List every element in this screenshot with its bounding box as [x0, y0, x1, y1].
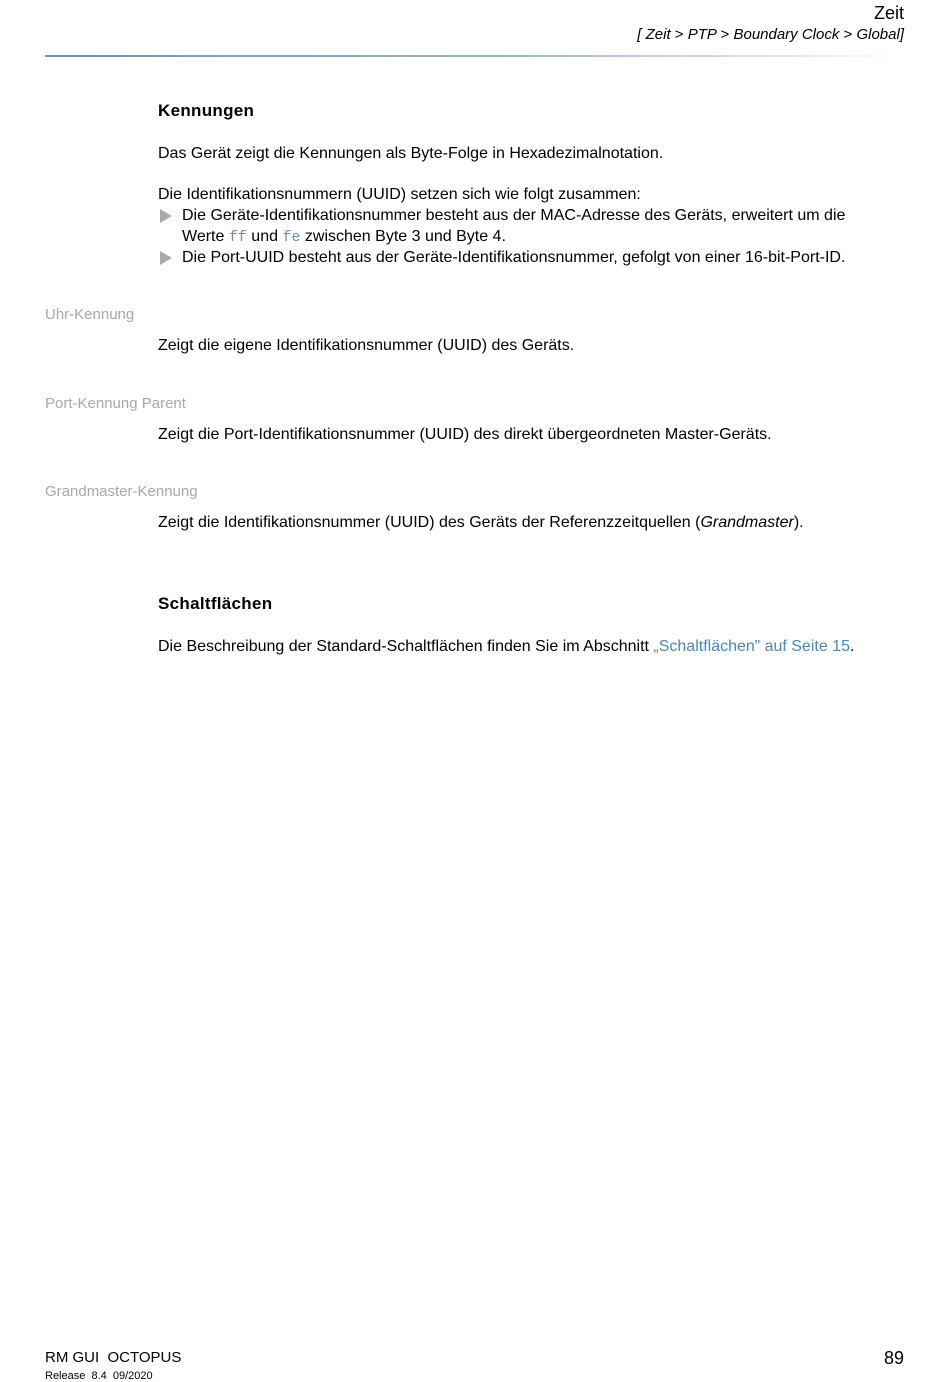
list-item [158, 205, 908, 248]
heading-schaltflaechen: Schaltflächen [158, 594, 273, 613]
header-rule [45, 55, 905, 57]
triangle-bullet-icon [160, 251, 172, 265]
bullet-text: Die Port-UUID besteht aus der Geräte-Identifikationsnummer, gefolgt von einer 16-bit-Port-ID. [182, 249, 846, 266]
description-part: Zeigt die Identifikationsnummer (UUID) des Geräts der Referenzzeitquellen ( [158, 514, 701, 531]
breadcrumb-zeit: Zeit [645, 26, 671, 43]
field-description-uhr-kennung: Zeigt die eigene Identifikationsnummer (UUID) des Geräts. [158, 337, 575, 354]
footer-document-name: RM GUI OCTOPUS [45, 1349, 182, 1366]
field-label-uhr-kennung: Uhr-Kennung [45, 306, 135, 323]
list-item [158, 247, 908, 268]
bullet-text-part: zwischen Byte 3 und Byte 4. [300, 228, 506, 245]
breadcrumb-separator: > [843, 26, 853, 43]
bullet-text-part: und [246, 228, 283, 245]
breadcrumb-ptp: PTP [687, 26, 717, 43]
chapter-title: Zeit [873, 3, 904, 23]
breadcrumb-global: Global [856, 26, 900, 43]
breadcrumb-separator: > [674, 26, 684, 43]
bullet-text-line1: Die Geräte-Identifikationsnummer besteht aus der MAC-Adresse des Geräts, erweitert um die [182, 207, 846, 224]
field-description-grandmaster-kennung [158, 512, 804, 533]
kennungen-intro: Das Gerät zeigt die Kennungen als Byte-Folge in Hexadezimalnotation. [158, 145, 664, 162]
field-description-port-kennung-parent: Zeigt die Port-Identifikationsnummer (UUID) des direkt übergeordneten Master-Geräts. [158, 426, 772, 443]
breadcrumb-separator: > [720, 26, 730, 43]
heading-kennungen: Kennungen [158, 101, 255, 120]
breadcrumb-boundary-clock: Boundary Clock [733, 26, 840, 43]
bullet-text-part: Werte [182, 228, 229, 245]
breadcrumb-close: ] [899, 26, 904, 43]
field-label-grandmaster-kennung: Grandmaster-Kennung [45, 483, 198, 500]
bullet-text-line2 [182, 226, 908, 248]
code-fe: fe [282, 229, 301, 246]
footer-release: Release 8.4 09/2020 [45, 1370, 153, 1382]
code-ff: ff [228, 229, 247, 246]
link-schaltflaechen-seite-15[interactable]: „Schaltflächen” auf Seite 15 [653, 638, 850, 655]
triangle-bullet-icon [160, 209, 172, 223]
text-part: Die Beschreibung der Standard-Schaltflächen finden Sie im Abschnitt [158, 638, 654, 655]
description-emphasis: Grandmaster [700, 514, 794, 531]
description-part: ). [793, 514, 804, 531]
field-label-port-kennung-parent: Port-Kennung Parent [45, 395, 186, 412]
page-number: 89 [883, 1348, 904, 1368]
schaltflaechen-text [158, 636, 854, 657]
breadcrumb [637, 26, 904, 43]
text-part: . [849, 638, 855, 655]
breadcrumb-open: [ [637, 26, 642, 43]
uuid-list-intro: Die Identifikationsnummern (UUID) setzen sich wie folgt zusammen: [158, 186, 641, 203]
